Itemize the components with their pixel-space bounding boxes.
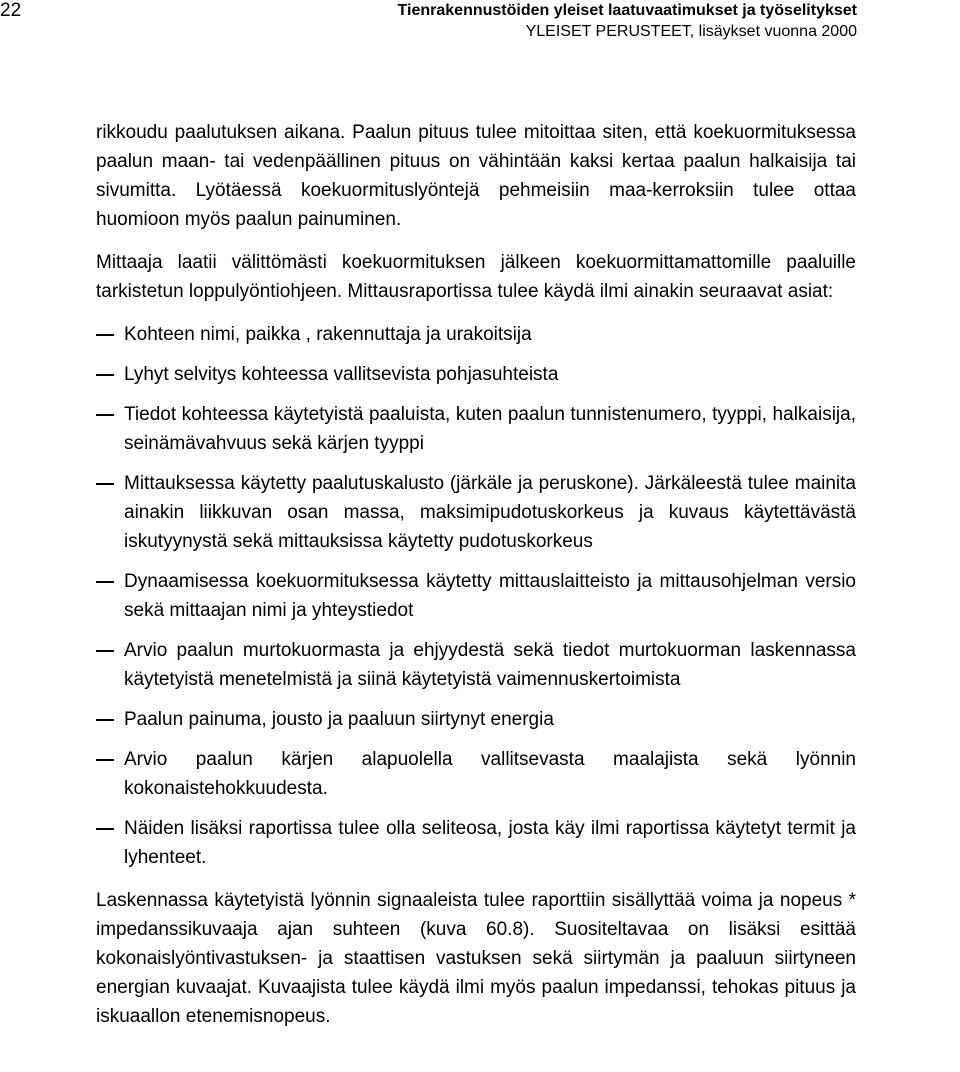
list-item-text: Lyhyt selvitys kohteessa vallitsevista pohjasuhteista xyxy=(124,364,559,385)
paragraph: Mittaaja laatii välittömästi koekuormituksen jälkeen koekuormittamattomille paaluille tarkistetun loppulyöntiohjeen. Mittausraportissa tulee käydä ilmi ainakin seuraavat asiat: xyxy=(96,252,856,302)
list-item-text: Mittauksessa käytetty paalutuskalusto (järkäle ja peruskone). Järkäleestä tulee mainita ainakin liikkuvan osan massa, maksimipudotuskorkeus ja kuvaus käytettävästä iskutyynystä sekä mittauksissa käytetty pudotuskorkeus xyxy=(124,473,856,552)
list-item xyxy=(96,705,856,734)
dash-bullet-icon xyxy=(96,374,114,376)
list-item xyxy=(96,320,856,349)
page-number: 22 xyxy=(0,0,22,21)
list-item-text: Kohteen nimi, paikka , rakennuttaja ja urakoitsija xyxy=(124,324,532,345)
list-item-text: Tiedot kohteessa käytetyistä paaluista, kuten paalun tunnistenumero, tyyppi, halkaisija, seinämävahvuus sekä kärjen tyyppi xyxy=(124,404,856,454)
list-item-text: Paalun painuma, jousto ja paaluun siirtynyt energia xyxy=(124,709,554,730)
dash-bullet-icon xyxy=(96,719,114,721)
dash-bullet-icon xyxy=(96,650,114,652)
dash-bullet-icon xyxy=(96,581,114,583)
document-subtitle: YLEISET PERUSTEET, lisäykset vuonna 2000 xyxy=(525,23,857,40)
list-item xyxy=(96,567,856,625)
list-item-text: Arvio paalun murtokuormasta ja ehjyydestä sekä tiedot murtokuorman laskennassa käytetyistä menetelmistä ja siinä käytetyistä vaimennuskertoimista xyxy=(124,640,856,690)
running-header xyxy=(398,0,857,42)
list-item-text: Arvio paalun kärjen alapuolella vallitsevasta maalajista sekä lyönnin kokonaistehokkuudesta. xyxy=(124,749,856,799)
list-item xyxy=(96,745,856,803)
list-item xyxy=(96,360,856,389)
list-item xyxy=(96,814,856,872)
list-item xyxy=(96,400,856,458)
list-item-text: Dynaamisessa koekuormituksessa käytetty mittauslaitteisto ja mittausohjelman versio sekä mittaajan nimi ja yhteystiedot xyxy=(124,571,856,621)
list-item xyxy=(96,636,856,694)
dash-bullet-icon xyxy=(96,414,114,416)
dash-bullet-icon xyxy=(96,334,114,336)
document-title: Tienrakennustöiden yleiset laatuvaatimukset ja työselitykset xyxy=(397,2,857,19)
dash-bullet-icon xyxy=(96,828,114,830)
requirements-list xyxy=(96,320,856,872)
document-body xyxy=(96,118,856,1045)
dash-bullet-icon xyxy=(96,483,114,485)
dash-bullet-icon xyxy=(96,759,114,761)
closing-paragraph: Laskennassa käytetyistä lyönnin signaaleista tulee raporttiin sisällyttää voima ja nopeus * impedanssikuvaaja ajan suhteen (kuva 60.8). Suositeltavaa on lisäksi esittää kokonaislyöntivastuksen- ja staattisen vastuksen sekä siirtymän ja paaluun siirtyneen energian kuvaajat. Kuvaajista tulee käydä ilmi myös paalun impedanssi, tehokas pituus ja iskuaallon etenemisnopeus. xyxy=(96,890,856,1027)
list-item-text: Näiden lisäksi raportissa tulee olla seliteosa, josta käy ilmi raportissa käytetyt termit ja lyhenteet. xyxy=(124,818,856,868)
paragraph: rikkoudu paalutuksen aikana. Paalun pituus tulee mitoittaa siten, että koekuormituksessa paalun maan- tai vedenpäällinen pituus on vähintään kaksi kertaa paalun halkaisija tai sivumitta. Lyötäessä koekuormituslyöntejä pehmeisiin maa-kerroksiin tulee ottaa huomioon myös paalun painuminen. xyxy=(96,122,856,230)
list-item xyxy=(96,469,856,556)
